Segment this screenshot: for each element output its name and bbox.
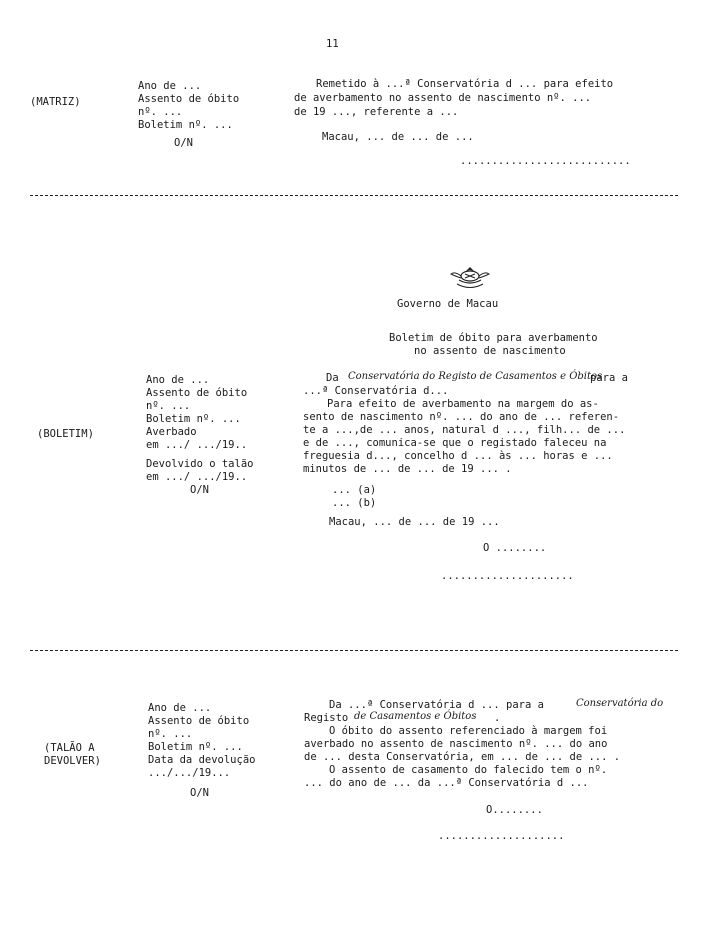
matriz-left-4: Boletim nº. ... (138, 119, 233, 131)
boletim-text-5: e de ..., comunica-se que o registado faleceu na (303, 437, 607, 449)
boletim-sign: O/N (190, 484, 209, 496)
matriz-place-date: Macau, ... de ... de ... (322, 131, 474, 143)
talao-text-5: ... do ano de ... da ...ª Conservatória d ... (304, 777, 589, 789)
boletim-text-6: freguesia d..., concelho d ... às ... horas e ... (303, 450, 613, 462)
talao-left-4: Boletim nº. ... (148, 741, 243, 753)
talao-from-prefix: Da ...ª Conservatória d ... para a (329, 699, 544, 711)
talao-text-1: O óbito do assento referenciado à margem foi (329, 725, 608, 737)
boletim-left-3: nº. ... (146, 400, 191, 412)
talao-left-1: Ano de ... (148, 702, 212, 714)
boletim-item-b: ... (b) (332, 497, 377, 509)
talao-signer: O........ (486, 804, 543, 816)
matriz-left-2: Assento de óbito (138, 93, 240, 105)
boletim-left-1: Ano de ... (146, 374, 210, 386)
talao-handwritten-1: Conservatória do (576, 698, 664, 709)
matriz-text-2: de averbamento no assento de nascimento nº. ... (294, 92, 592, 104)
talao-handwritten-2: de Casamentos e Óbitos (354, 711, 477, 722)
boletim-from-handwritten: Conservatória do Registo de Casamentos e Óbitos (348, 371, 603, 382)
talao-left-2: Assento de óbito (148, 715, 250, 727)
boletim-left-2: Assento de óbito (146, 387, 248, 399)
talao-left-3: nº. ... (148, 728, 193, 740)
boletim-place-date: Macau, ... de ... de 19 ... (329, 516, 500, 528)
boletim-returned-1: Devolvido o talão (146, 458, 254, 470)
talao-line2-suffix: . (494, 712, 501, 724)
talao-sign: O/N (190, 787, 209, 799)
boletim-item-a: ... (a) (332, 484, 377, 496)
boletim-left-5: Averbado (146, 426, 197, 438)
matriz-sign: O/N (174, 137, 193, 149)
boletim-text-1: ...ª Conservatória d... (303, 385, 449, 397)
boletim-title-2: no assento de nascimento (414, 345, 566, 357)
matriz-tag: (MATRIZ) (30, 96, 81, 108)
boletim-text-2: Para efeito de averbamento na margem do as- (327, 398, 599, 410)
matriz-left-3: nº. ... (138, 106, 183, 118)
talao-tag-1: (TALÃO A (44, 742, 95, 754)
boletim-signer: O ........ (483, 542, 547, 554)
boletim-left-4: Boletim nº. ... (146, 413, 241, 425)
talao-left-5: Data da devolução (148, 754, 256, 766)
boletim-tag: (BOLETIM) (37, 428, 94, 440)
boletim-text-4: te a ...,de ... anos, natural d ..., filh... de ... (303, 424, 626, 436)
matriz-signature-line: ........................... (460, 155, 631, 167)
talao-signature-line: .................... (438, 830, 565, 842)
talao-text-2: averbado no assento de nascimento nº. ... do ano (304, 738, 608, 750)
talao-left-6: .../.../19... (148, 767, 231, 779)
matriz-left-1: Ano de ... (138, 80, 202, 92)
boletim-returned-2: em .../ .../19.. (146, 471, 248, 483)
talao-text-3: de ... desta Conservatória, em ... de ... de ... . (304, 751, 621, 763)
boletim-left-6: em .../ .../19.. (146, 439, 248, 451)
talao-text-4: O assento de casamento do falecido tem o nº. (329, 764, 608, 776)
boletim-text-7: minutos de ... de ... de 19 ... . (303, 463, 512, 475)
matriz-text-1: Remetido à ...ª Conservatória d ... para efeito (316, 78, 614, 90)
government-name: Governo de Macau (397, 298, 499, 310)
boletim-from-prefix: Da (326, 372, 339, 384)
cut-line-2 (30, 650, 678, 651)
talao-tag-2: DEVOLVER) (44, 755, 101, 767)
matriz-text-3: de 19 ..., referente a ... (294, 106, 459, 118)
coat-of-arms-icon (449, 265, 491, 291)
boletim-signature-line: ..................... (441, 570, 574, 582)
boletim-title-1: Boletim de óbito para averbamento (389, 332, 598, 344)
boletim-from-suffix: para a (590, 372, 628, 384)
page-number: 11 (326, 38, 339, 50)
talao-line2-prefix: Registo (304, 712, 349, 724)
boletim-text-3: sento de nascimento nº. ... do ano de ... referen- (303, 411, 620, 423)
cut-line-1 (30, 195, 678, 196)
